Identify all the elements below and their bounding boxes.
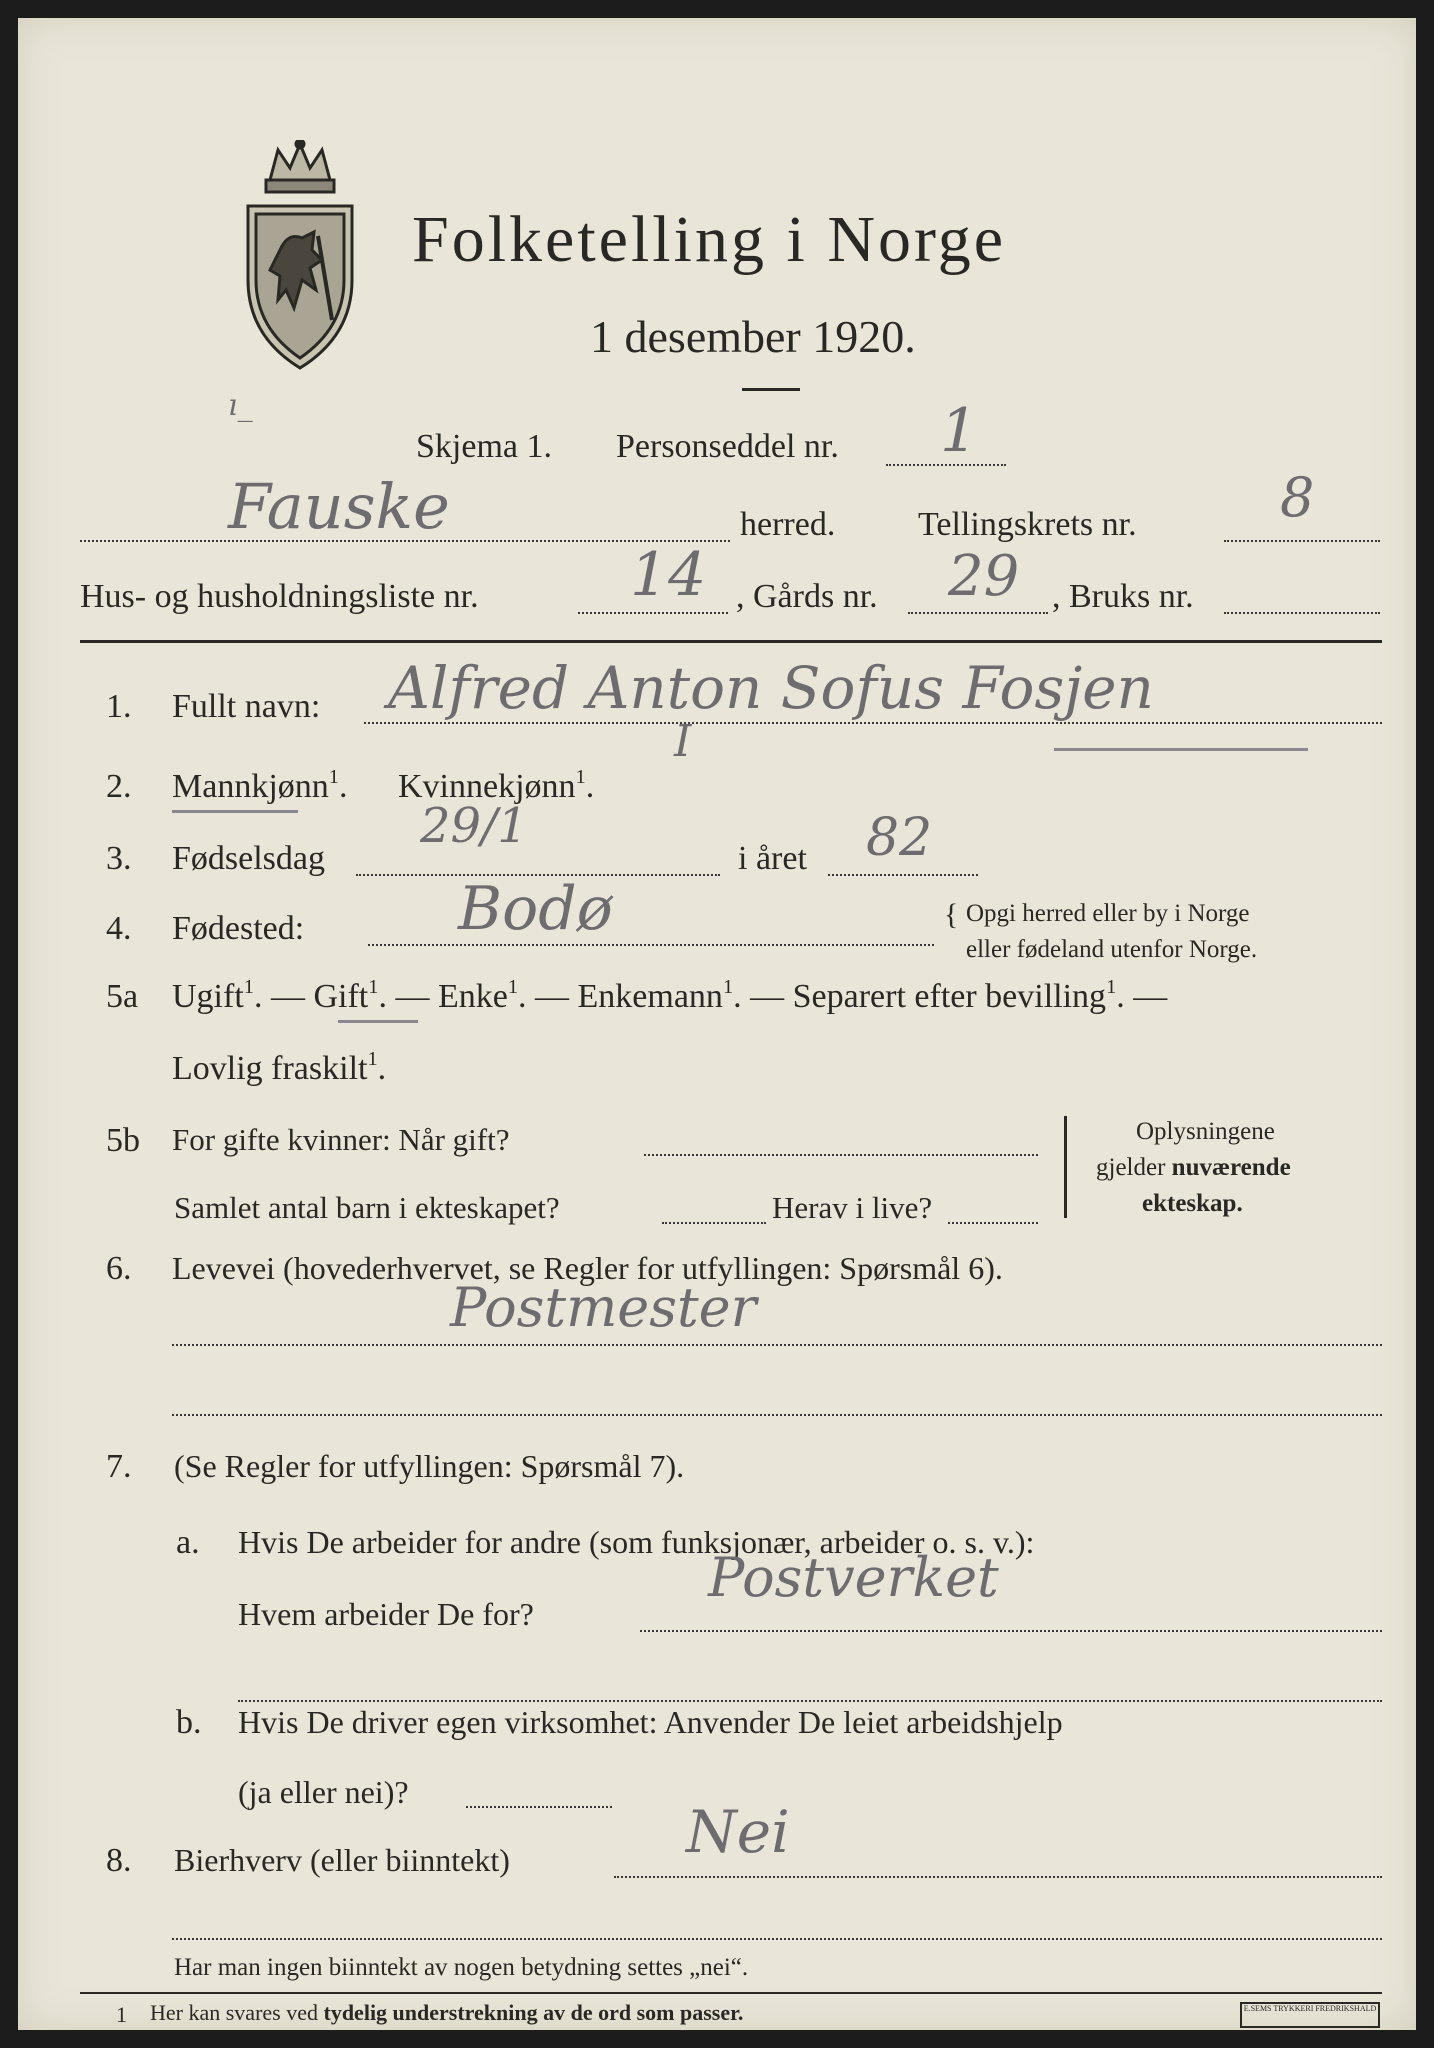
form-title: Folketelling i Norge	[412, 203, 1007, 276]
q2-male: Mannkjønn$^1$.	[172, 766, 348, 805]
footer-divider	[80, 1992, 1382, 1994]
q1-number: 1.	[106, 688, 132, 725]
q4-note-1: Opgi herred eller by i Norge	[966, 900, 1250, 927]
title-divider	[742, 388, 800, 391]
q4-note-2: eller fødeland utenfor Norge.	[966, 936, 1258, 963]
footer-note: Har man ingen biinntekt av nogen betydning settes „nei“.	[174, 1954, 749, 1981]
q3-year-line	[828, 874, 978, 876]
census-form	[18, 18, 1416, 2030]
census-date: 1 desember 1920.	[590, 311, 916, 362]
q2-number: 2.	[106, 768, 132, 805]
q7b-label: Hvis De driver egen virksomhet: Anvender De leiet arbeidshjelp	[238, 1704, 1063, 1740]
q7b-sub: (ja eller nei)?	[238, 1774, 409, 1810]
q5a-fraskilt: Lovlig fraskilt$^1$.	[172, 1048, 387, 1087]
q3-year-label: i året	[738, 840, 807, 877]
gards-label: , Gårds nr.	[736, 578, 878, 615]
q6-label: Levevei (hovederhvervet, se Regler for utfyllingen: Spørsmål 6).	[172, 1250, 1003, 1286]
herred-value: Fauske	[228, 470, 450, 543]
footnote: Her kan svares ved tydelig understrekning av de ord som passer.	[150, 2000, 744, 2025]
q4-number: 4.	[106, 910, 132, 947]
q4-label: Fødested:	[172, 910, 305, 947]
q6-line-2	[172, 1414, 1382, 1416]
q1-underline	[1054, 748, 1308, 751]
q6-value: Postmester	[450, 1276, 757, 1339]
q5b-label: For gifte kvinner: Når gift?	[172, 1122, 510, 1157]
q5a-number: 5a	[106, 978, 139, 1015]
hus-value: 14	[630, 540, 707, 610]
q7a-letter: a.	[176, 1524, 200, 1561]
q7a-value: Postverket	[708, 1546, 999, 1609]
q1-value: Alfred Anton Sofus Fosjen	[388, 654, 1154, 722]
q5b-alive-line	[948, 1222, 1038, 1224]
bruks-label: , Bruks nr.	[1052, 578, 1194, 615]
printer-mark: E.SEMS TRYKKERI FREDRIKSHALD	[1240, 2002, 1380, 2028]
section-divider	[80, 640, 1382, 643]
q5b-children-line	[662, 1222, 766, 1224]
q3-label: Fødselsdag	[172, 840, 325, 877]
q5b-number: 5b	[106, 1122, 140, 1159]
q4-value: Bodø	[458, 874, 613, 944]
coat-of-arms-icon	[240, 140, 360, 372]
q5b-brace	[1064, 1116, 1067, 1218]
q3-year-value: 82	[866, 808, 933, 868]
q8-label: Bierhverv (eller biinntekt)	[174, 1842, 510, 1878]
q7-label: (Se Regler for utfyllingen: Spørsmål 7).	[174, 1448, 685, 1484]
q5a-gift-underline	[338, 1020, 418, 1023]
footnote-mark: 1	[116, 2002, 127, 2027]
q4-line	[368, 944, 934, 946]
q6-line-1	[172, 1344, 1382, 1346]
tellingskrets-label: Tellingskrets nr.	[918, 506, 1137, 543]
q5b-children: Samlet antal barn i ekteskapet?	[174, 1190, 560, 1225]
schema-label: Skjema 1.	[416, 428, 552, 465]
q7b-line	[466, 1806, 612, 1808]
q7a-label: Hvis De arbeider for andre (som funksjonær, arbeider o. s. v.):	[238, 1524, 1035, 1560]
q5a-enke: Enke	[437, 978, 508, 1015]
q8-line-2	[172, 1938, 1382, 1940]
q1-line	[364, 722, 1382, 724]
q5b-alive: Herav i live?	[772, 1190, 933, 1225]
q1-label: Fullt navn:	[172, 688, 321, 725]
q7b-letter: b.	[176, 1704, 202, 1741]
personseddel-value: 1	[940, 396, 979, 466]
q4-note-brace: {	[944, 898, 959, 931]
q2-underline	[172, 810, 298, 813]
herred-label: herred.	[740, 506, 836, 543]
q5a-gift: Gift	[313, 978, 369, 1015]
personseddel-label: Personseddel nr.	[616, 428, 839, 465]
q5b-note-1: Oplysningene	[1136, 1118, 1275, 1145]
q7-number: 7.	[106, 1448, 132, 1485]
q6-number: 6.	[106, 1250, 132, 1287]
hus-label: Hus- og husholdningsliste nr.	[80, 578, 479, 615]
q2-female: Kvinnekjønn$^1$.	[398, 766, 595, 805]
bruks-line	[1224, 612, 1380, 614]
q1-marks: I	[674, 716, 692, 767]
q5a-options: Ugift$^1$. — Gift$^1$. — Enke$^1$. — Enkemann$^1$. — Separert efter bevilling$^1$. —	[172, 976, 1168, 1015]
q7a-who: Hvem arbeider De for?	[238, 1596, 534, 1632]
q7a-line	[640, 1630, 1382, 1632]
q5a-enkemann: Enkemann	[577, 978, 723, 1015]
q5b-note-2: gjelder nuværende	[1096, 1154, 1291, 1181]
tellingskrets-line	[1224, 540, 1380, 542]
q7a-line-2	[238, 1700, 1382, 1702]
pencil-mark: ı_	[228, 388, 253, 423]
q8-line	[614, 1876, 1382, 1878]
q3-number: 3.	[106, 840, 132, 877]
q8-value: Nei	[686, 1798, 790, 1866]
gards-line	[908, 612, 1048, 614]
q3-value: 29/1	[420, 798, 528, 854]
q8-number: 8.	[106, 1842, 132, 1879]
tellingskrets-value: 8	[1280, 466, 1315, 529]
hus-line	[578, 612, 728, 614]
q5a-ugift: Ugift	[172, 978, 244, 1015]
gards-value: 29	[948, 544, 1020, 609]
q5b-note-3: ekteskap.	[1142, 1190, 1243, 1217]
q5b-married-line	[644, 1154, 1038, 1156]
q5a-separert: Separert efter bevilling	[792, 978, 1107, 1015]
